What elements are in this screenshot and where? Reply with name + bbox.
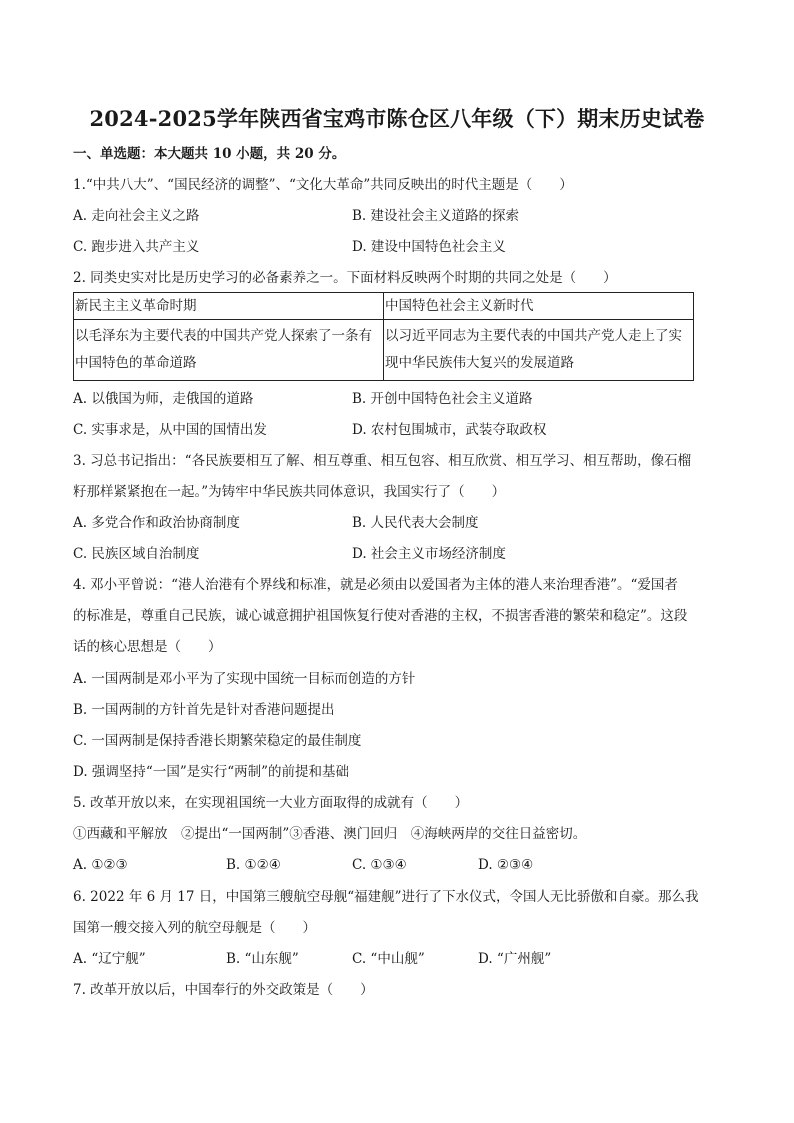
table-row — [74, 320, 694, 381]
table-header-cell: 中国特色社会主义新时代 — [384, 293, 694, 320]
comparison-table — [73, 292, 694, 381]
question-3-option-b: B. 人民代表大会制度 — [352, 515, 479, 531]
exam-title: 2024-2025学年陕西省宝鸡市陈仓区八年级（下）期末历史试卷 — [89, 106, 705, 131]
question-3-stem-line-2: 籽那样紧紧抱在一起。”为铸牢中华民族共同体意识，我国实行了（ ） — [73, 484, 506, 500]
question-6-stem-line-2: 国第一艘交接入列的航空母舰是（ ） — [73, 920, 316, 936]
table-header-cell: 新民主主义革命时期 — [74, 293, 384, 320]
question-6-option-d: D. “广州舰” — [478, 951, 552, 967]
question-5-option-a: A. ①②③ — [73, 857, 128, 873]
question-2-option-c: C. 实事求是，从中国的国情出发 — [73, 422, 267, 438]
question-5-stem-line-2: ①西藏和平解放 ②提出“一国两制”③香港、澳门回归 ④海峡两岸的交往日益密切。 — [73, 826, 587, 842]
question-2-stem: 2. 同类史实对比是历史学习的必备素养之一。下面材料反映两个时期的共同之处是（ ） — [73, 270, 617, 286]
question-1-stem: 1.“中共八大”、“国民经济的调整”、“文化大革命”共同反映出的时代主题是（ ） — [73, 177, 573, 193]
question-5-option-d: D. ②③④ — [478, 857, 534, 873]
question-4-stem-line-3: 话的核心思想是（ ） — [73, 639, 222, 655]
question-5-option-c: C. ①③④ — [352, 857, 407, 873]
question-6-stem-line-1: 6. 2022 年 6 月 17 日，中国第三艘航空母舰“福建舰”进行了下水仪式，令国人无比骄傲和自豪。那么我 — [73, 889, 699, 905]
question-4-stem-line-2: 的标准是，尊重自己民族，诚心诚意拥护祖国恢复行使对香港的主权，不损害香港的繁荣和稳定”。这段 — [73, 608, 688, 624]
question-5-option-b: B. ①②④ — [226, 857, 281, 873]
question-7-stem: 7. 改革开放以后，中国奉行的外交政策是（ ） — [73, 982, 374, 998]
question-6-option-a: A. “辽宁舰” — [73, 951, 146, 967]
question-2-option-b: B. 开创中国特色社会主义道路 — [352, 391, 533, 407]
question-4-stem-line-1: 4. 邓小平曾说：“港人治港有个界线和标准，就是必须由以爱国者为主体的港人来治理香港”。“爱国者 — [73, 577, 678, 593]
question-5-stem-line-1: 5. 改革开放以来，在实现祖国统一大业方面取得的成就有（ ） — [73, 795, 469, 811]
question-2-option-a: A. 以俄国为师，走俄国的道路 — [73, 391, 254, 407]
table-cell: 以习近平同志为主要代表的中国共产党人走上了实现中华民族伟大复兴的发展道路 — [384, 320, 694, 381]
question-6-option-b: B. “山东舰” — [226, 951, 299, 967]
question-1-option-a: A. 走向社会主义之路 — [73, 208, 200, 224]
question-3-stem-line-1: 3. 习总书记指出：“各民族要相互了解、相互尊重、相互包容、相互欣赏、相互学习、相互帮助，像石榴 — [73, 453, 692, 469]
question-1-option-c: C. 跑步进入共产主义 — [73, 239, 200, 255]
question-1-option-d: D. 建设中国特色社会主义 — [352, 239, 506, 255]
question-4-option-a: A. 一国两制是邓小平为了实现中国统一目标而创造的方针 — [73, 671, 416, 687]
question-3-option-a: A. 多党合作和政治协商制度 — [73, 515, 240, 531]
question-4-option-b: B. 一国两制的方针首先是针对香港问题提出 — [73, 702, 335, 718]
question-4-option-d: D. 强调坚持“一国”是实行“两制”的前提和基础 — [73, 764, 350, 780]
question-3-option-d: D. 社会主义市场经济制度 — [352, 546, 506, 562]
question-3-option-c: C. 民族区域自治制度 — [73, 546, 200, 562]
question-1-option-b: B. 建设社会主义道路的探索 — [352, 208, 520, 224]
section-heading: 一、单选题：本大题共 10 小题，共 20 分。 — [73, 146, 346, 162]
question-4-option-c: C. 一国两制是保持香港长期繁荣稳定的最佳制度 — [73, 733, 362, 749]
question-2-option-d: D. 农村包围城市，武装夺取政权 — [352, 422, 547, 438]
question-6-option-c: C. “中山舰” — [352, 951, 425, 967]
table-cell: 以毛泽东为主要代表的中国共产党人探索了一条有中国特色的革命道路 — [74, 320, 384, 381]
table-header-row — [74, 293, 694, 320]
